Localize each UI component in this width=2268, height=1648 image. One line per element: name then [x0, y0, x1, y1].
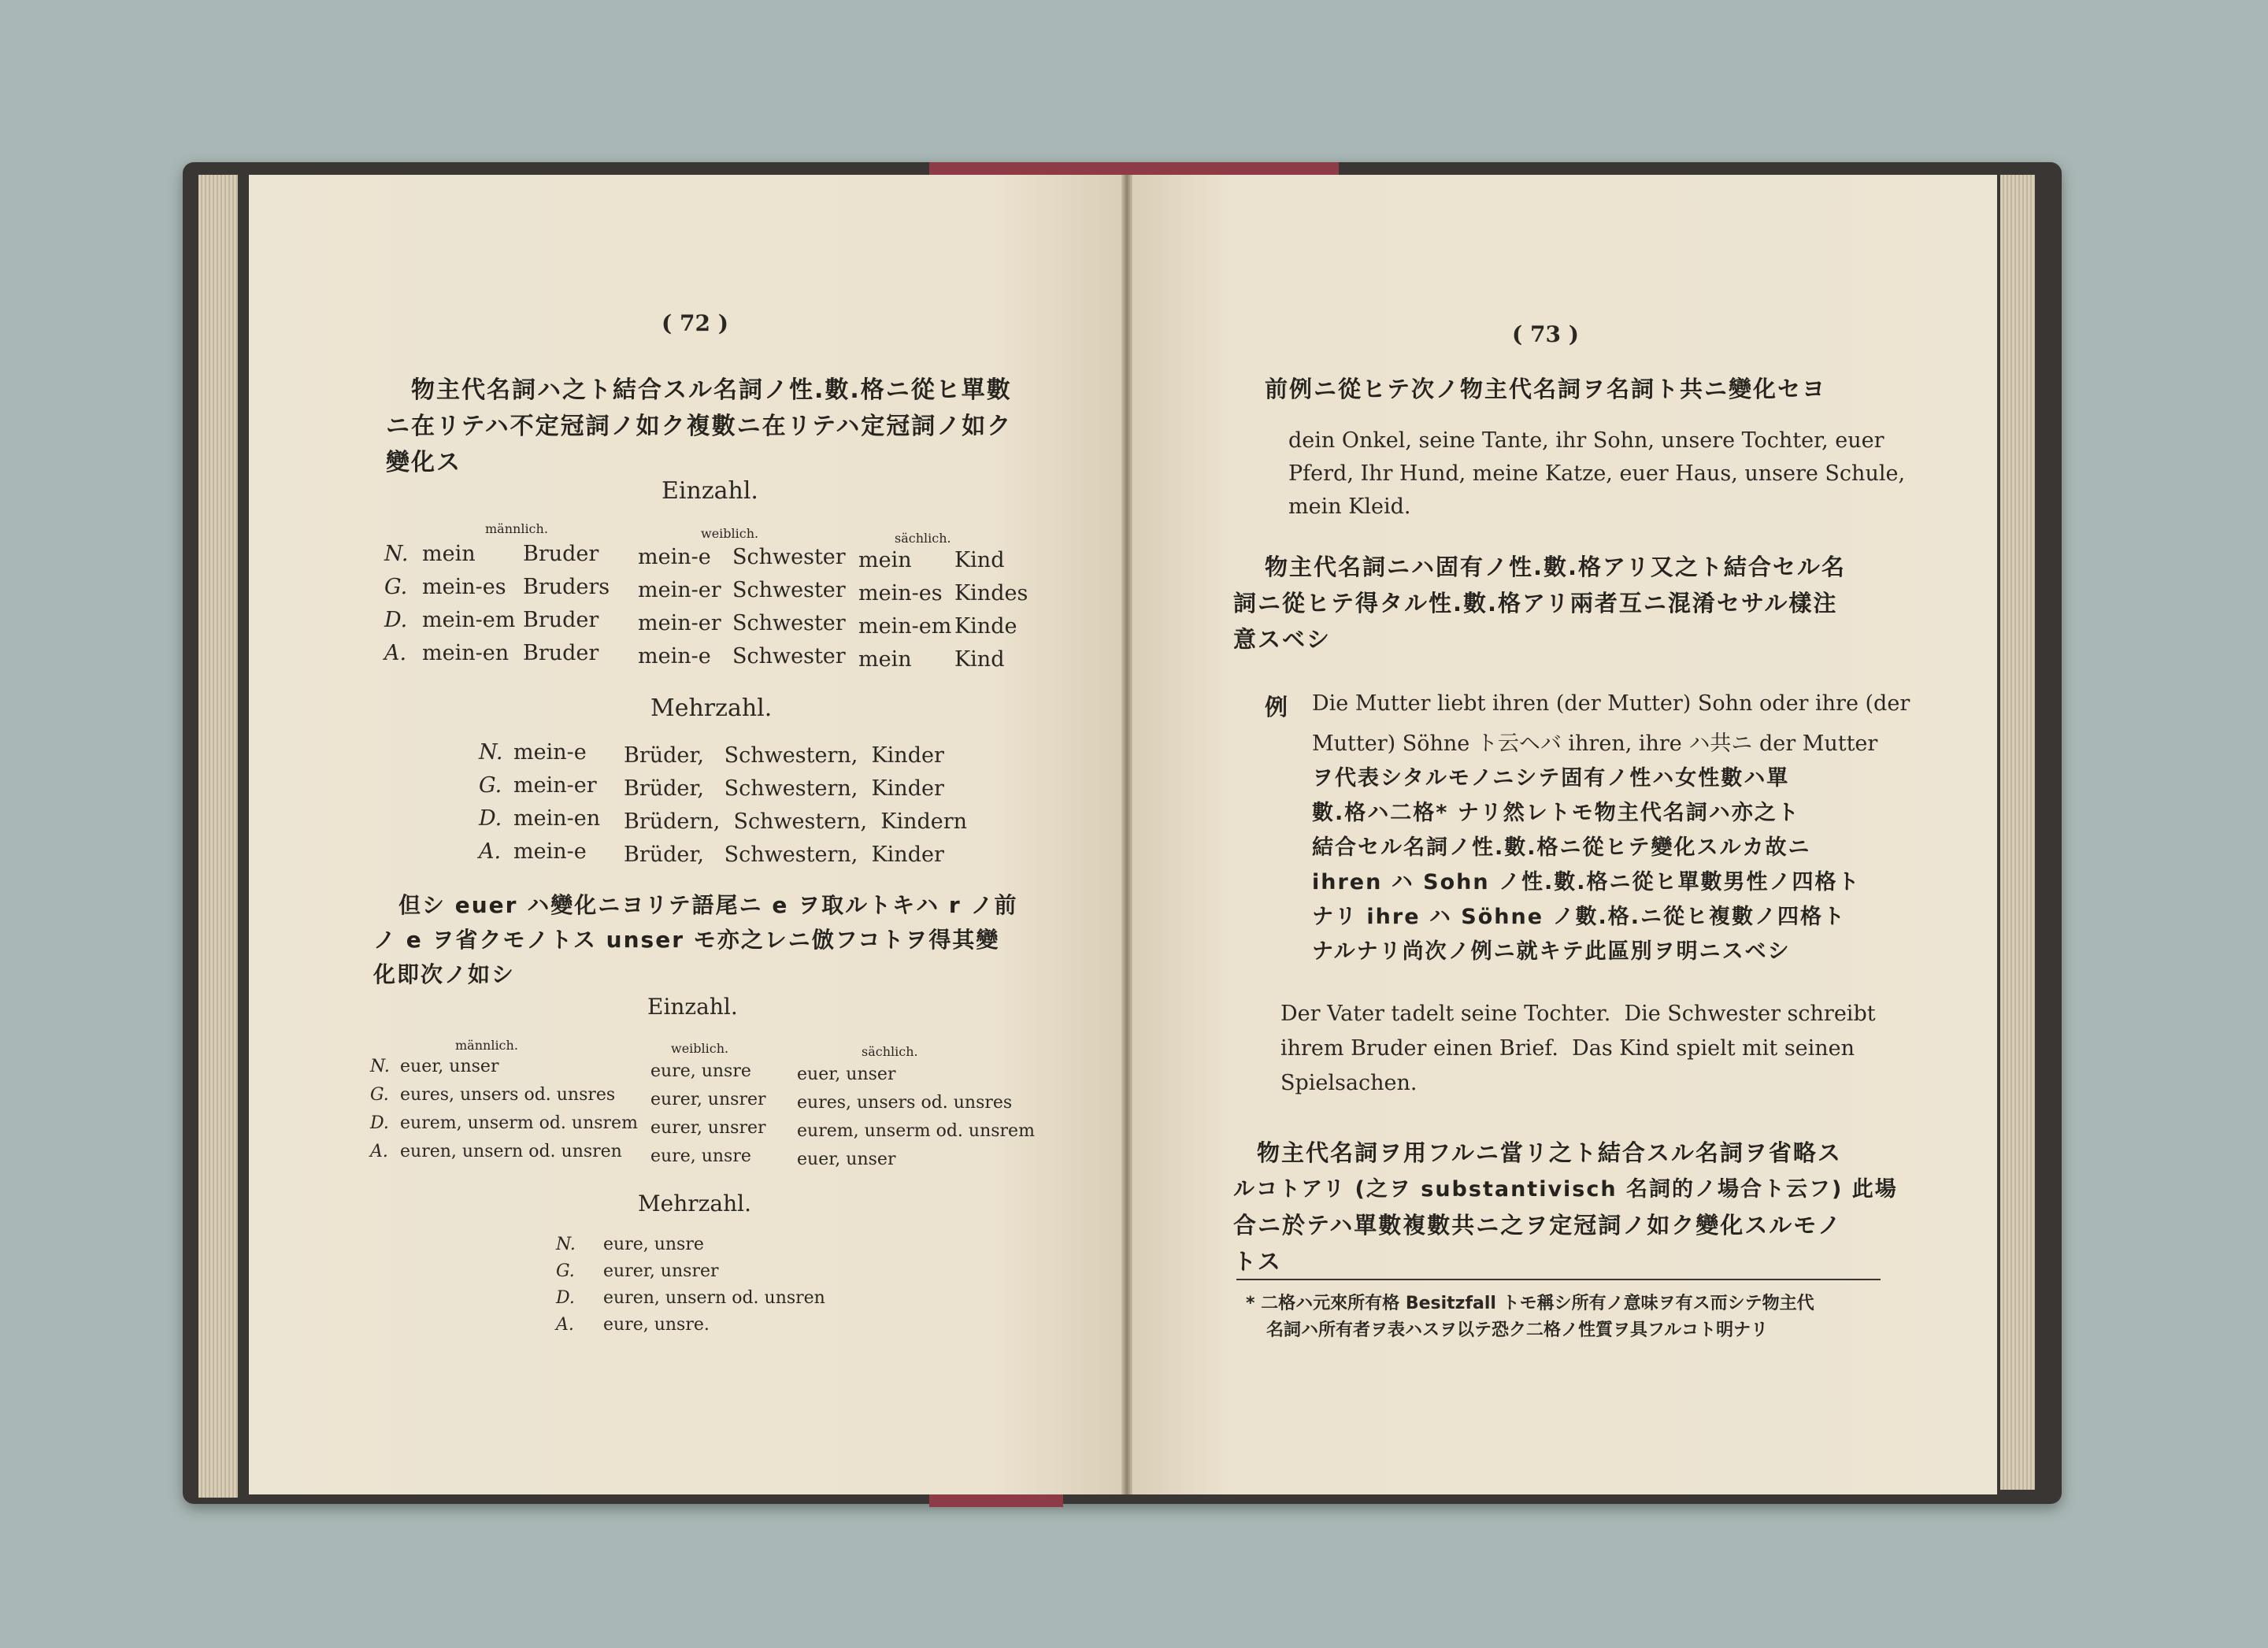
cell-form: eure, unsre. — [603, 1315, 710, 1335]
cell-n: euer, unser — [797, 1065, 896, 1084]
cell-words: Brüder, Schwestern, Kinder — [624, 843, 944, 867]
case-label: A. — [556, 1315, 574, 1335]
example-line-2: Mutter) Söhne ト云ヘバ ihren, ihre ハ共ニ der Mutter — [1312, 731, 1878, 756]
cell-n: euer, unser — [797, 1150, 896, 1169]
note-line-2: ノ e ヲ省クモノトス unser モ亦之レニ倣フコトヲ得其變 — [373, 927, 1000, 953]
cell-m-noun: Bruders — [523, 575, 610, 599]
intro-line-2: ニ在リテハ不定冠詞ノ如ク複數ニ在リテハ定冠詞ノ如ク — [386, 413, 1013, 440]
cell-f: eurer, unsrer — [650, 1118, 766, 1138]
para3-line-2: ルコトアリ (之ヲ substantivisch 名詞的ノ場合ト云フ) 此場 — [1233, 1177, 1898, 1202]
cell-form: eurer, unsrer — [603, 1261, 719, 1281]
case-label: D. — [479, 806, 502, 831]
cell-m: eurem, unserm od. unsrem — [400, 1113, 638, 1133]
example2-line-3: Spielsachen. — [1280, 1071, 1418, 1095]
table4-heading: Mehrzahl. — [638, 1191, 751, 1217]
cell-words: Brüder, Schwestern, Kinder — [624, 743, 944, 768]
example-line-4: 數.格ハ二格* ナリ然レトモ物主代名詞ハ亦之ト — [1312, 801, 1800, 825]
note-line-3: 化即次ノ如シ — [373, 961, 516, 987]
cell-n: mein-em — [858, 614, 952, 639]
cell-m: eures, unsers od. unsres — [400, 1085, 616, 1105]
table2-heading: Mehrzahl. — [650, 694, 773, 722]
cell-m: mein — [422, 542, 476, 566]
cell-f: mein-er — [638, 578, 721, 602]
case-label: N. — [384, 542, 409, 566]
cell-form: mein-e — [513, 839, 587, 864]
cell-n: mein — [858, 647, 912, 672]
exercise-line-1: dein Onkel, seine Tante, ihr Sohn, unsere Tochter, euer — [1288, 428, 1884, 453]
cell-m: mein-es — [422, 575, 506, 599]
cell-m-noun: Bruder — [523, 641, 599, 665]
cell-m: euer, unser — [400, 1057, 499, 1076]
case-label: A. — [479, 839, 502, 864]
cell-n-noun: Kindes — [954, 581, 1028, 606]
cell-f: eure, unsre — [650, 1061, 751, 1081]
case-label: A. — [370, 1142, 388, 1161]
exercise-line-2: Pferd, Ihr Hund, meine Katze, euer Haus, unsere Schule, — [1288, 461, 1906, 486]
case-label: N. — [370, 1057, 390, 1076]
case-label: G. — [384, 575, 408, 599]
case-label: D. — [384, 608, 408, 632]
cell-f: eure, unsre — [650, 1146, 751, 1166]
example-line-6: ihren ハ Sohn ノ性.數.格ニ從ヒ單數男性ノ四格ト — [1312, 870, 1861, 894]
cell-n-noun: Kind — [954, 647, 1005, 672]
example-line-3: ヲ代表シタルモノニシテ固有ノ性ハ女性數ハ單 — [1312, 766, 1790, 791]
cell-n-noun: Kind — [954, 548, 1005, 572]
cell-m: euren, unsern od. unsren — [400, 1142, 622, 1161]
cell-form: mein-en — [513, 806, 601, 831]
gender-label-f: weiblich. — [671, 1041, 729, 1056]
footnote-line-1: * 二格ハ元來所有格 Besitzfall トモ稱シ所有ノ意味ヲ有ス而シテ物主代 — [1246, 1294, 1814, 1313]
example-line-7: ナリ ihre ハ Söhne ノ數.格.ニ從ヒ複數ノ四格ト — [1312, 905, 1846, 929]
cell-m: mein-em — [422, 608, 516, 632]
cell-n: mein — [858, 548, 912, 572]
cell-n: mein-es — [858, 581, 943, 606]
cell-n-noun: Kinde — [954, 614, 1017, 639]
gender-label-m: männlich. — [485, 521, 548, 536]
example-line-8: ナルナリ尚次ノ例ニ就キテ此區別ヲ明ニスベシ — [1312, 939, 1791, 964]
left-page — [249, 175, 1126, 1494]
cell-m-noun: Bruder — [523, 608, 599, 632]
footnote-line-2: 名詞ハ所有者ヲ表ハスヲ以テ恐ク二格ノ性質ヲ具フルコト明ナリ — [1266, 1320, 1769, 1340]
case-label: G. — [479, 773, 502, 798]
case-label: G. — [370, 1085, 389, 1105]
example-line-5: 結合セル名詞ノ性.數.格ニ從ヒテ變化スルカ故ニ — [1312, 835, 1811, 860]
cell-form: mein-e — [513, 740, 587, 765]
example-label: 例 — [1265, 694, 1290, 720]
example2-line-1: Der Vater tadelt seine Tochter. Die Schwester schreibt — [1280, 1002, 1876, 1026]
cell-words: Brüdern, Schwestern, Kindern — [624, 809, 968, 834]
cell-f-noun: Schwester — [732, 611, 846, 635]
page-number: ( 72 ) — [662, 310, 728, 336]
cell-m-noun: Bruder — [523, 542, 599, 566]
para3-line-1: 物主代名詞ヲ用フルニ當リ之ト結合スル名詞ヲ省略ス — [1257, 1139, 1842, 1166]
intro-line-1: 物主代名詞ハ之ト結合スル名詞ノ性.數.格ニ從ヒ單數 — [411, 376, 1012, 404]
cell-f: mein-e — [638, 545, 711, 569]
footnote-rule — [1236, 1279, 1881, 1280]
cell-f-noun: Schwester — [732, 644, 846, 668]
para2-line-3: 意スベシ — [1233, 626, 1332, 653]
cell-f: mein-er — [638, 611, 721, 635]
cell-f: mein-e — [638, 644, 711, 668]
table3-heading: Einzahl. — [647, 994, 738, 1020]
case-label: A. — [384, 641, 407, 665]
page-edges-left — [198, 175, 238, 1498]
cell-form: euren, unsern od. unsren — [603, 1288, 825, 1308]
cell-form: mein-er — [513, 773, 597, 798]
cell-words: Brüder, Schwestern, Kinder — [624, 776, 944, 801]
gender-label-m: männlich. — [455, 1038, 518, 1053]
case-label: N. — [556, 1235, 576, 1254]
right-page — [1126, 175, 1997, 1494]
book-gutter — [1121, 175, 1132, 1494]
page-edges-right — [2000, 175, 2035, 1490]
cell-f-noun: Schwester — [732, 545, 846, 569]
intro-line: 前例ニ從ヒテ次ノ物主代名詞ヲ名詞ト共ニ變化セヨ — [1265, 376, 1827, 402]
exercise-line-3: mein Kleid. — [1288, 494, 1411, 519]
case-label: N. — [479, 740, 503, 765]
cell-f: eurer, unsrer — [650, 1090, 766, 1109]
gender-label-n: sächlich. — [862, 1044, 918, 1059]
note-line-1: 但シ euer ハ變化ニヨリテ語尾ニ e ヲ取ルトキハ r ノ前 — [398, 892, 1018, 918]
cell-m: mein-en — [422, 641, 510, 665]
cell-n: eures, unsers od. unsres — [797, 1093, 1013, 1113]
example2-line-2: ihrem Bruder einen Brief. Das Kind spielt mit seinen — [1280, 1036, 1855, 1061]
page-number: ( 73 ) — [1512, 321, 1579, 347]
gender-label-n: sächlich. — [895, 531, 951, 546]
table1-heading: Einzahl. — [662, 477, 758, 505]
case-label: D. — [370, 1113, 389, 1133]
para2-line-1: 物主代名詞ニハ固有ノ性.數.格アリ又之ト結合セル名 — [1265, 554, 1846, 580]
para3-line-3: 合ニ於テハ單數複數共ニ之ヲ定冠詞ノ如ク變化スルモノ — [1233, 1212, 1842, 1239]
intro-line-3: 變化ス — [386, 449, 461, 476]
example-line-1: Die Mutter liebt ihren (der Mutter) Sohn oder ihre (der — [1312, 691, 1910, 716]
cell-n: eurem, unserm od. unsrem — [797, 1121, 1035, 1141]
case-label: D. — [556, 1288, 575, 1308]
cell-f-noun: Schwester — [732, 578, 846, 602]
case-label: G. — [556, 1261, 575, 1281]
para2-line-2: 詞ニ從ヒテ得タル性.數.格アリ兩者互ニ混淆セサル樣注 — [1233, 590, 1838, 617]
para3-line-4: トス — [1233, 1248, 1282, 1275]
gender-label-f: weiblich. — [701, 526, 759, 541]
cell-form: eure, unsre — [603, 1235, 704, 1254]
